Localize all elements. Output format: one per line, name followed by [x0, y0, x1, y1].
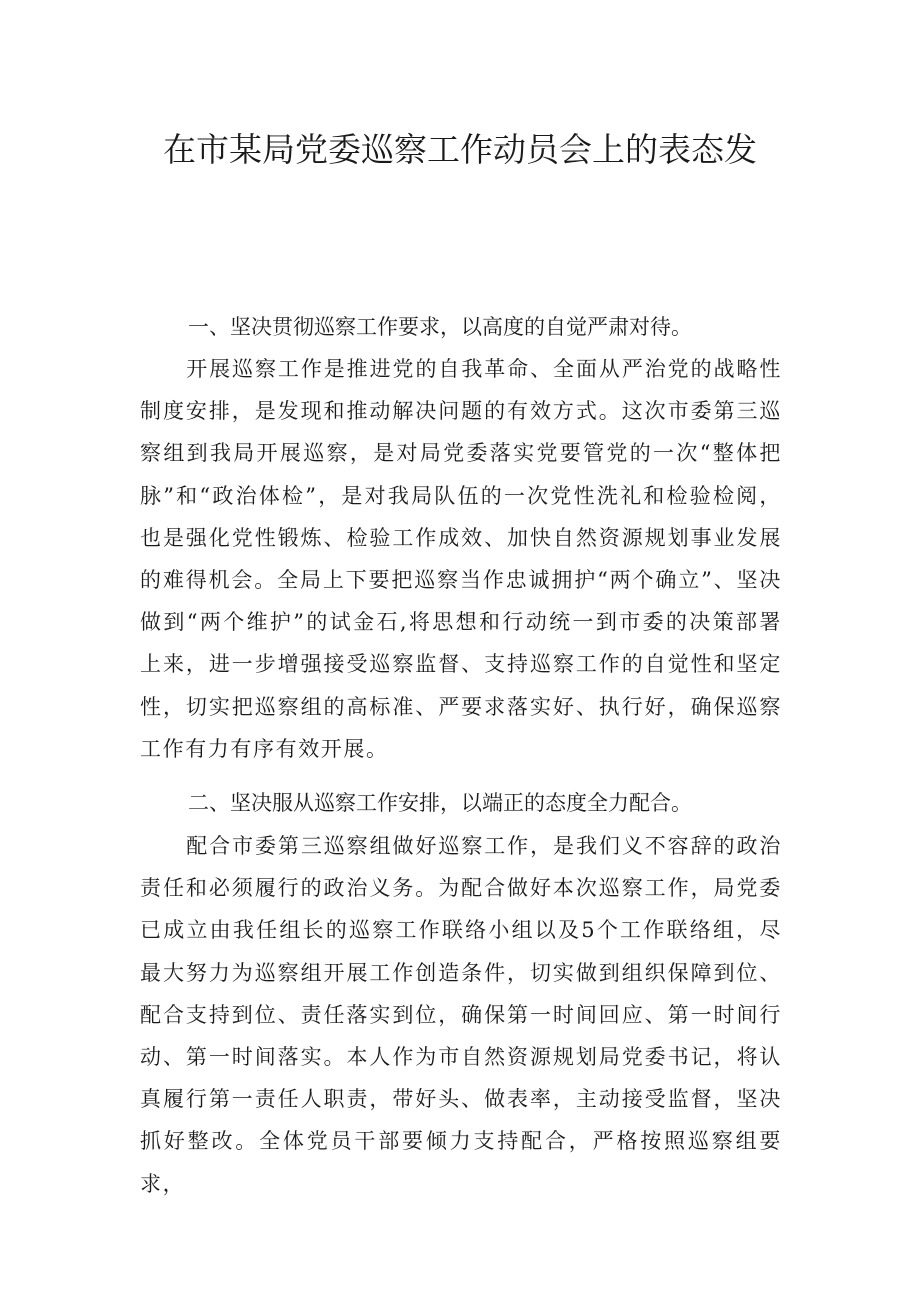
section-paragraph-1: 开展巡察工作是推进党的自我革命、全面从严治党的战略性制度安排，是发现和推动解决问题的有效方式。这次市委第三巡察组到我局开展巡察，是对局党委落实党要管党的一次“整体把脉”和“政治体检”，是对我局队伍的一次党性洗礼和检验检阅，也是强化党性锻炼、检验工作成效、加快自然资源规划事业发展的难得机会。全局上下要把巡察当作忠诚拥护“两个确立”、坚决做到“两个维护”的试金石,将思想和行动统一到市委的决策部署上来，进一步增强接受巡察监督、支持巡察工作的自觉性和坚定性，切实把巡察组的高标准、严要求落实好、执行好，确保巡察工作有力有序有效开展。 [140, 357, 782, 761]
section-paragraph-2: 配合市委第三巡察组做好巡察工作，是我们义不容辞的政治责任和必须履行的政治义务。为配合做好本次巡察工作，局党委已成立由我任组长的巡察工作联络小组以及5个工作联络组，尽最大努力为巡察组开展工作创造条件，切实做到组织保障到位、配合支持到位、责任落实到位，确保第一时间回应、第一时间行动、第一时间落实。本人作为市自然资源规划局党委书记，将认真履行第一责任人职责，带好头、做表率，主动接受监督，坚决抓好整改。全体党员干部要倾力支持配合，严格按照巡察组要求， [140, 834, 782, 1196]
document-title: 在市某局党委巡察工作动员会上的表态发 [163, 130, 757, 169]
section-heading-2: 二、坚决服从巡察工作安排，以端正的态度全力配合。 [188, 791, 692, 815]
section-heading-1: 一、坚决贯彻巡察工作要求，以高度的自觉严肃对待。 [188, 315, 692, 339]
